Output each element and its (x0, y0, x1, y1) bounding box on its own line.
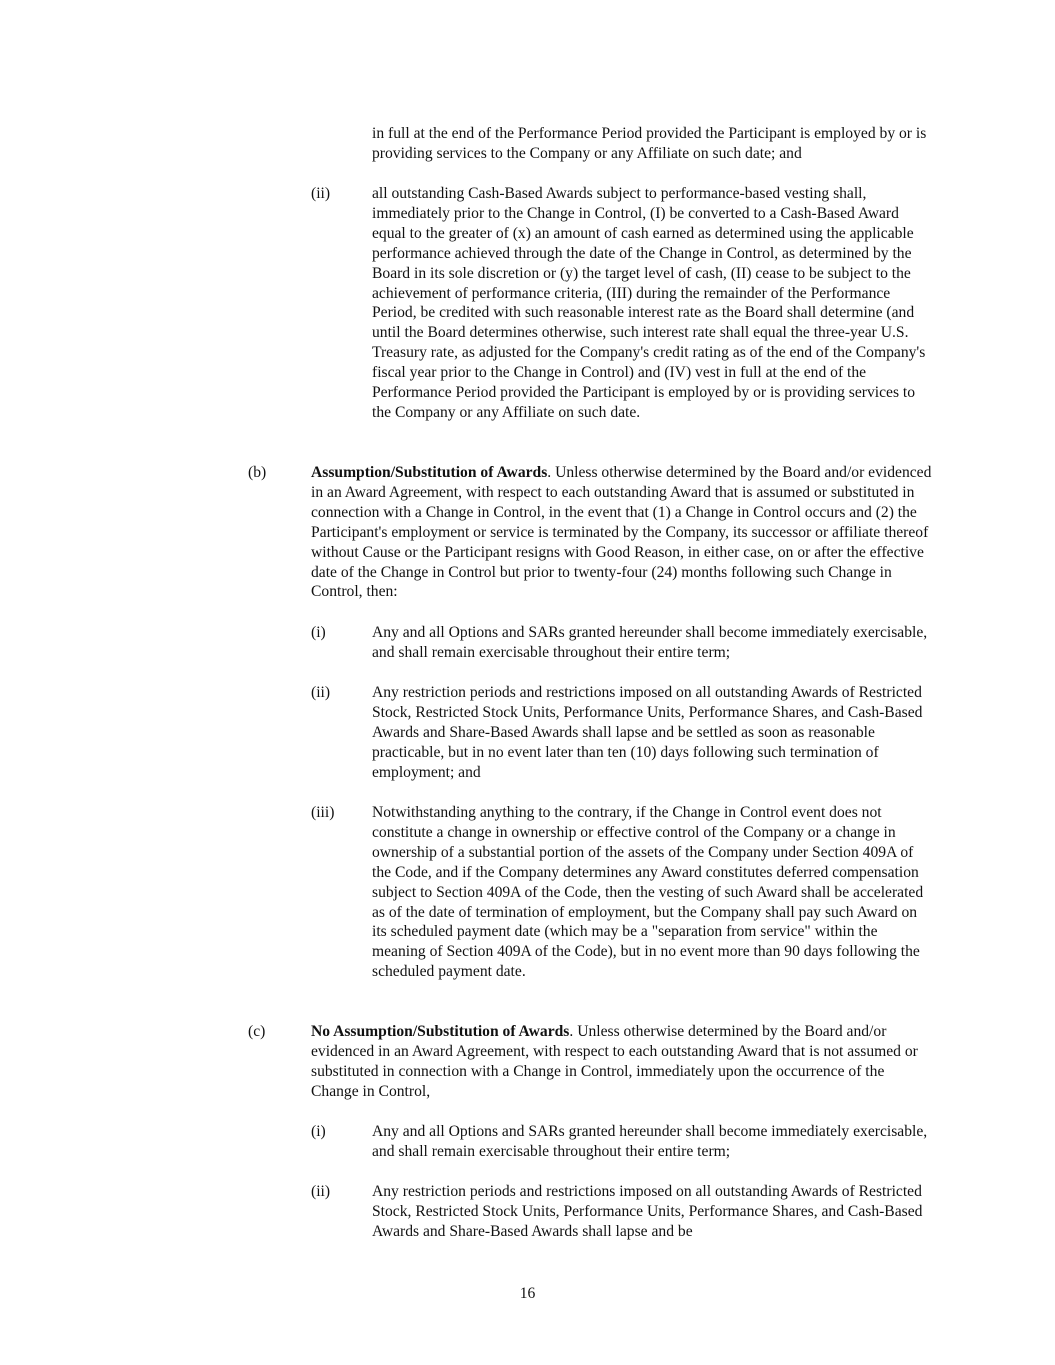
section-c-heading: No Assumption/Substitution of Awards (311, 1023, 570, 1040)
section-c-item-ii-paragraph: Any restriction periods and restrictions imposed on all outstanding Awards of Restricted Stock, Restricted Stock Units, Performance Units, Performance Shares, and Cash-Based Awards and Share-Based Awards shall lapse and be (372, 1183, 923, 1240)
section-b-heading: Assumption/Substitution of Awards (311, 464, 548, 481)
page-number: 16 (519, 1285, 536, 1302)
section-c-item-i-paragraph: Any and all Options and SARs granted hereunder shall become immediately exercisable, and shall remain exercisable throughout their entire term; (372, 1123, 928, 1160)
section-b-item-iii-paragraph: Notwithstanding anything to the contrary, if the Change in Control event does not constitute a change in ownership or effective control of the Company or a change in ownership of a substantial portion of the assets of the Company under Section 409A of the Code, and if the Company determines any Award constitutes deferred compensation subject to Section 409A of the Code, then the vesting of such Award shall be accelerated as of the date of termination of employment, but the Company shall pay such Award on its scheduled payment date (which may be a "separation from service" within the meaning of Section 409A of the Code), but in no event more than 90 days following the scheduled payment date. (372, 804, 924, 981)
section-b-item-i-paragraph: Any and all Options and SARs granted hereunder shall become immediately exercisable, and shall remain exercisable throughout their entire term; (372, 624, 928, 661)
section-b-text: . Unless otherwise determined by the Board and/or evidenced in an Award Agreement, with respect to each outstanding Award that is assumed or substituted in connection with a Change in Control, in the event that (1) a Change in Control occurs and (2) the Participant's employment or service is terminated by the Company, its successor or affiliate thereof without Cause or the Participant resigns with Good Reason, in either case, on or after the effective date of the Change in Control but prior to twenty-four (24) months following such Change in Control, then: (311, 464, 932, 601)
continuation-paragraph: in full at the end of the Performance Period provided the Participant is employed by or is providing services to the Company or any Affiliate on such date; and (372, 125, 927, 162)
section-b-label: (b) (248, 464, 267, 481)
section-c-paragraph (311, 1022, 934, 1102)
section-c-item-i-label: (i) (311, 1123, 326, 1140)
item-a-ii-paragraph: all outstanding Cash-Based Awards subject to performance-based vesting shall, immediately prior to the Change in Control, (I) be converted to a Cash-Based Award equal to the greater of (x) an amount of cash earned as determined using the applicable performance achieved through the date of the Change in Control, as determined by the Board in its sole discretion or (y) the target level of cash, (II) cease to be subject to the achievement of performance criteria, (III) during the remainder of the Performance Period, be credited with such reasonable interest rate as the Board shall determine (and until the Board determines otherwise, such interest rate shall equal the three-year U.S. Treasury rate, as adjusted for the Company's credit rating as of the end of the Company's fiscal year prior to the Change in Control) and (IV) vest in full at the end of the Performance Period provided the Participant is employed by or is providing services to the Company or any Affiliate on such date. (372, 185, 926, 421)
section-b-item-ii-paragraph: Any restriction periods and restrictions imposed on all outstanding Awards of Restricted Stock, Restricted Stock Units, Performance Units, Performance Shares, and Cash-Based Awards and Share-Based Awards shall lapse and be settled as soon as reasonable practicable, but in no event later than ten (10) days following such termination of employment; and (372, 684, 923, 781)
item-a-ii-label: (ii) (311, 185, 331, 202)
section-c-label: (c) (248, 1023, 266, 1040)
section-b-item-ii-label: (ii) (311, 684, 331, 701)
section-c-item-ii-label: (ii) (311, 1183, 331, 1200)
section-b-paragraph (311, 463, 934, 602)
section-b-item-iii-label: (iii) (311, 804, 335, 821)
section-c-text: . Unless otherwise determined by the Board and/or evidenced in an Award Agreement, with respect to each outstanding Award that is not assumed or substituted in connection with a Change in Control, immediately upon the occurrence of the Change in Control, (311, 1023, 918, 1100)
section-b-item-i-label: (i) (311, 624, 326, 641)
